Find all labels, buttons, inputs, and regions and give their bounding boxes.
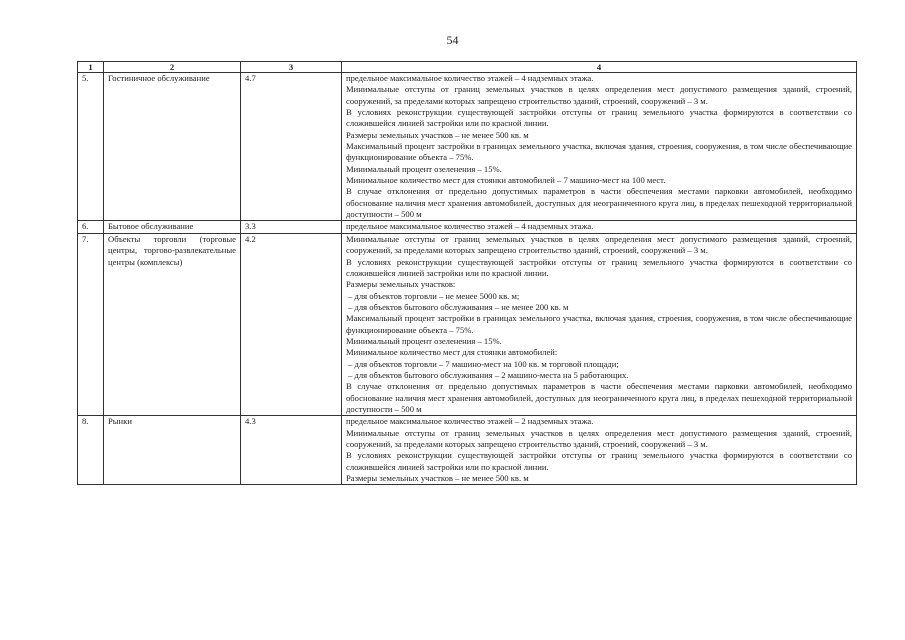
parameter-line: Минимальные отступы от границ земельных участков в целях определения мест допустимого размещения зданий, строений, сооружений, за пределами которых запрещено строительство зданий, строений, сооружений – 3 м. <box>346 427 852 449</box>
use-type-code: 4.2 <box>241 233 342 416</box>
parameter-line: Минимальный процент озеленения – 15%. <box>346 163 502 174</box>
parameter-line: предельное максимальное количество этажей – 4 надземных этажа. <box>346 221 594 232</box>
parameter-line: В условиях реконструкции существующей застройки отступы от границ земельного участка формируются в соответствии со сложившейся линией застройки или по красной линии. <box>346 450 852 472</box>
header-col-3: 3 <box>241 62 342 73</box>
use-type-code: 4.3 <box>241 416 342 485</box>
page-number: 54 <box>446 33 459 47</box>
parameter-line: Минимальные отступы от границ земельных участков в целях определения мест допустимого размещения зданий, строений, сооружений, за пределами которых запрещено строительство зданий, строений, сооружений – 3 м. <box>346 84 852 106</box>
list-item: – для объектов бытового обслуживания – 2 машино-места на 5 работающих. <box>348 369 629 380</box>
header-row <box>78 62 857 73</box>
parameter-line: Минимальный процент озеленения – 15%. <box>346 335 502 346</box>
use-type-name: Рынки <box>104 416 241 485</box>
row-number: 5. <box>78 73 104 221</box>
list-item: – для объектов торговли – 7 машино-мест на 100 кв. м торговой площади; <box>348 358 619 369</box>
list-item: – для объектов бытового обслуживания – не менее 200 кв. м <box>348 301 569 312</box>
parameter-line: В случае отклонения от предельно допустимых параметров в части обеспечения местами парковки автомобилей, необходимо обоснование наличия мест хранения автомобилей, доступных для неограниченного круга лиц, в пределах пешеходной территориальной доступности – 500 м <box>346 381 852 414</box>
parameter-line: предельное максимальное количество этажей – 2 надземных этажа. <box>346 416 594 427</box>
parameter-line: Размеры земельных участков – не менее 500 кв. м <box>346 129 529 140</box>
row-number: 7. <box>78 233 104 416</box>
list-item: – для объектов торговли – не менее 5000 кв. м; <box>348 290 520 301</box>
parameter-line: Минимальное количество мест для стоянки автомобилей: <box>346 347 558 358</box>
parameter-line: Минимальное количество мест для стоянки автомобилей – 7 машино-мест на 100 мест. <box>346 175 666 186</box>
parameter-line: В случае отклонения от предельно допустимых параметров в части обеспечения местами парковки автомобилей, необходимо обоснование наличия мест хранения автомобилей, доступных для неограниченного круга лиц, в пределах пешеходной территориальной доступности – 500 м <box>346 186 852 220</box>
use-type-name: Объекты торговли (торговые центры, торгово-развлекательные центры (комплексы) <box>104 233 241 416</box>
header-col-2: 2 <box>104 62 241 73</box>
parameter-line: Максимальный процент застройки в границах земельного участка, включая здания, строения, сооружения, в том числе обеспечивающие функционирование объекта – 75%. <box>346 313 852 335</box>
parameter-line: Минимальные отступы от границ земельных участков в целях определения мест допустимого размещения зданий, строений, сооружений, за пределами которых запрещено строительство зданий, строений, сооружений – 3 м. <box>346 233 852 256</box>
parameters-cell <box>342 73 857 221</box>
table-row-5 <box>78 73 857 221</box>
parameters-cell <box>342 233 857 416</box>
header-col-1: 1 <box>78 62 104 73</box>
use-type-name: Бытовое обслуживание <box>104 221 241 233</box>
header-col-4: 4 <box>342 62 857 73</box>
row-number: 6. <box>78 221 104 233</box>
parameter-line: Максимальный процент застройки в границах земельного участка, включая здания, строения, сооружения, в том числе обеспечивающие функционирование объекта – 75%. <box>346 141 852 163</box>
parameter-line: В условиях реконструкции существующей застройки отступы от границ земельного участка формируются в соответствии со сложившейся линией застройки или по красной линии. <box>346 256 852 278</box>
parameters-cell <box>342 416 857 485</box>
parameters-cell <box>342 221 857 233</box>
parameter-line: Размеры земельных участков: <box>346 279 456 290</box>
use-type-code: 4.7 <box>241 73 342 221</box>
regulations-table <box>77 61 857 485</box>
row-number: 8. <box>78 416 104 485</box>
parameter-line: В условиях реконструкции существующей застройки отступы от границ земельного участка формируются в соответствии со сложившейся линией застройки или по красной линии. <box>346 107 852 129</box>
table-row-6 <box>78 221 857 233</box>
parameter-line: Размеры земельных участков – не менее 500 кв. м <box>346 473 529 484</box>
use-type-name: Гостиничное обслуживание <box>104 73 241 221</box>
use-type-code: 3.3 <box>241 221 342 233</box>
table-row-8 <box>78 416 857 485</box>
table-row-7 <box>78 233 857 416</box>
parameter-line: предельное максимальное количество этажей – 4 надземных этажа. <box>346 73 594 83</box>
